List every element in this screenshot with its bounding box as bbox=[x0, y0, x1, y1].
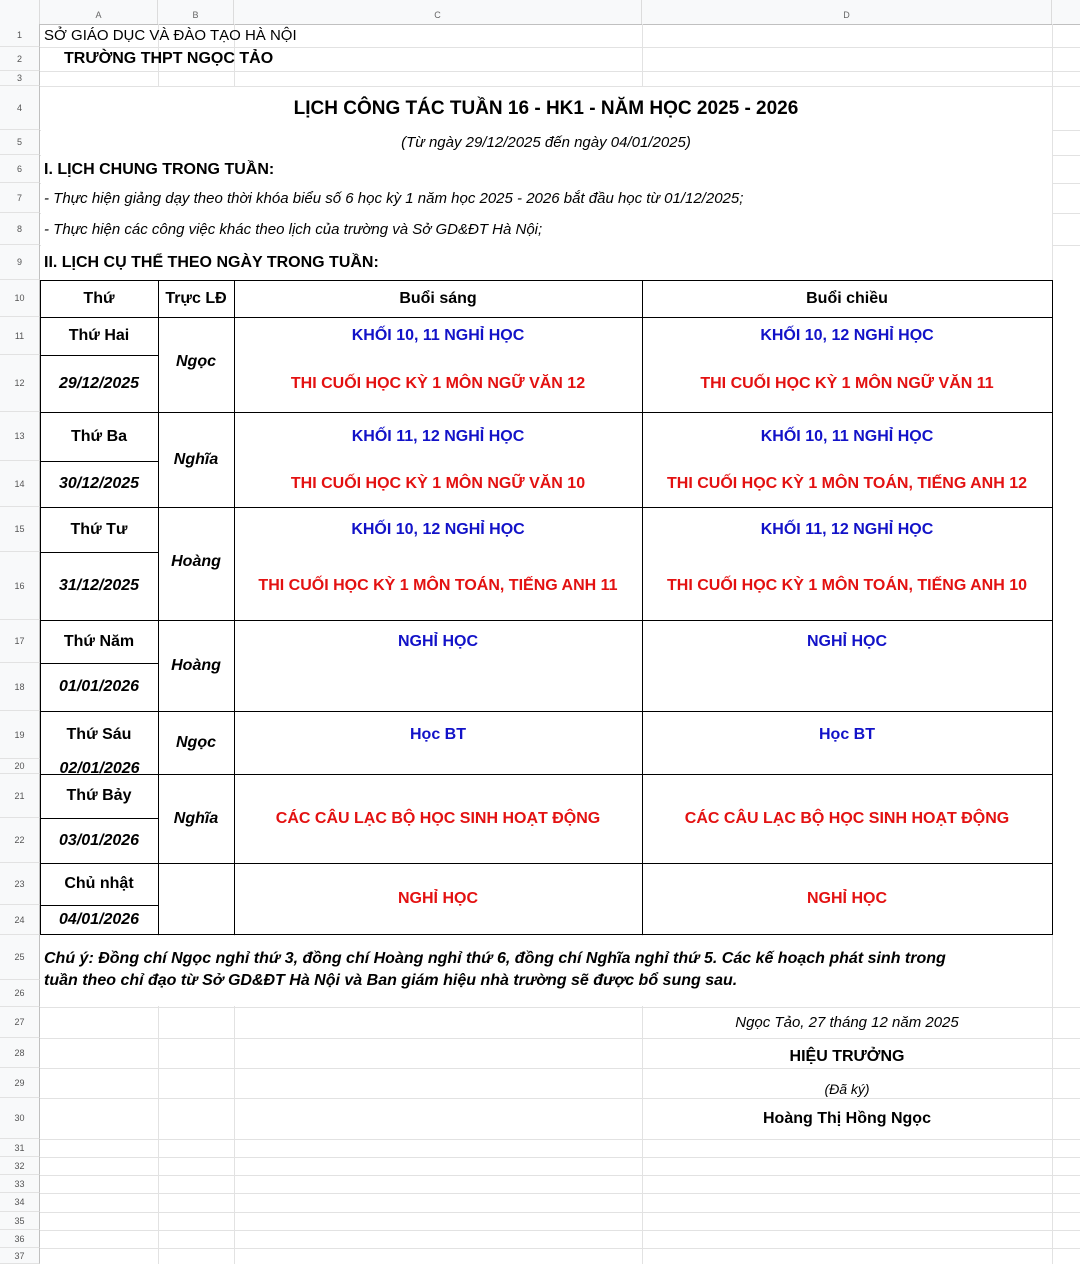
gridline bbox=[40, 71, 1080, 72]
note-line-2: tuần theo chỉ đạo từ Sở GD&ĐT Hà Nội và Ban giám hiệu nhà trường sẽ được bổ sung sau. bbox=[44, 972, 738, 989]
row-header[interactable]: 34 bbox=[0, 1193, 40, 1212]
gridline bbox=[40, 1212, 1080, 1213]
page-title: LỊCH CÔNG TÁC TUẦN 16 - HK1 - NĂM HỌC 2025 - 2026 bbox=[293, 98, 799, 119]
gridline bbox=[40, 1230, 1080, 1231]
morning-schedule: NGHỈ HỌC bbox=[398, 632, 478, 650]
column-header-c[interactable]: C bbox=[234, 0, 642, 24]
row-header[interactable]: 16 bbox=[0, 552, 40, 620]
day-date: 04/01/2026 bbox=[58, 910, 140, 928]
gridline bbox=[40, 1193, 1080, 1194]
row-header[interactable]: 37 bbox=[0, 1248, 40, 1264]
duty-leader: Ngọc bbox=[176, 733, 216, 751]
row-header[interactable]: 10 bbox=[0, 280, 40, 317]
morning-schedule: Học BT bbox=[410, 726, 466, 743]
morning-exam: THI CUỐI HỌC KỲ 1 MÔN TOÁN, TIẾNG ANH 11 bbox=[258, 577, 618, 594]
signature-role: HIỆU TRƯỞNG bbox=[789, 1048, 905, 1065]
row-header[interactable]: 33 bbox=[0, 1175, 40, 1193]
row-header[interactable]: 11 bbox=[0, 317, 40, 355]
day-name: Thứ Tư bbox=[70, 520, 128, 538]
row-header[interactable]: 21 bbox=[0, 774, 40, 818]
row-header[interactable]: 12 bbox=[0, 355, 40, 412]
row-header[interactable]: 15 bbox=[0, 507, 40, 552]
row-header[interactable]: 6 bbox=[0, 155, 40, 183]
afternoon-exam: THI CUỐI HỌC KỲ 1 MÔN TOÁN, TIẾNG ANH 12 bbox=[666, 475, 1028, 492]
school-name: TRƯỜNG THPT NGỌC TẢO bbox=[64, 50, 274, 67]
day-date-clip bbox=[41, 759, 158, 774]
afternoon-schedule: NGHỈ HỌC bbox=[807, 889, 887, 907]
row-header[interactable]: 28 bbox=[0, 1038, 40, 1068]
row-header[interactable]: 23 bbox=[0, 863, 40, 905]
select-all-corner[interactable] bbox=[0, 0, 40, 24]
table-border bbox=[40, 934, 1053, 935]
duty-leader: Ngọc bbox=[176, 352, 216, 370]
afternoon-exam: THI CUỐI HỌC KỲ 1 MÔN TOÁN, TIẾNG ANH 10 bbox=[666, 577, 1028, 594]
general-heading: I. LỊCH CHUNG TRONG TUẦN: bbox=[44, 161, 275, 178]
day-date: 30/12/2025 bbox=[58, 475, 140, 492]
row-header[interactable]: 29 bbox=[0, 1068, 40, 1098]
day-name: Thứ Bảy bbox=[66, 787, 132, 804]
row-header[interactable]: 30 bbox=[0, 1098, 40, 1139]
morning-exam: THI CUỐI HỌC KỲ 1 MÔN NGỮ VĂN 12 bbox=[290, 374, 586, 392]
row-header[interactable]: 1 bbox=[0, 24, 40, 47]
column-header-bar bbox=[0, 0, 1080, 25]
morning-schedule: CÁC CÂU LẠC BỘ HỌC SINH HOẠT ĐỘNG bbox=[275, 809, 601, 827]
day-name: Thứ Ba bbox=[70, 427, 128, 445]
gridline bbox=[40, 1248, 1080, 1249]
column-header-b[interactable]: B bbox=[158, 0, 234, 24]
afternoon-schedule: Học BT bbox=[819, 726, 875, 743]
day-date: 29/12/2025 bbox=[58, 374, 140, 392]
afternoon-schedule: KHỐI 10, 12 NGHỈ HỌC bbox=[760, 327, 934, 344]
general-line-2: - Thực hiện các công việc khác theo lịch của trường và Sở GD&ĐT Hà Nội; bbox=[44, 220, 543, 238]
gridline bbox=[40, 1157, 1080, 1158]
column-header-e[interactable] bbox=[1052, 0, 1080, 24]
table-border bbox=[1052, 280, 1053, 935]
col-header-duty: Trực LĐ bbox=[165, 289, 227, 307]
afternoon-schedule: CÁC CÂU LẠC BỘ HỌC SINH HOẠT ĐỘNG bbox=[684, 809, 1010, 827]
morning-schedule: KHỐI 10, 12 NGHỈ HỌC bbox=[351, 520, 525, 538]
morning-schedule: NGHỈ HỌC bbox=[398, 889, 478, 907]
day-name: Thứ Sáu bbox=[66, 726, 132, 743]
row-header[interactable]: 19 bbox=[0, 711, 40, 759]
signature-place-date: Ngọc Tảo, 27 tháng 12 năm 2025 bbox=[735, 1014, 959, 1031]
day-name: Thứ Năm bbox=[63, 632, 135, 650]
row-header[interactable]: 7 bbox=[0, 183, 40, 213]
morning-schedule: KHỐI 10, 11 NGHỈ HỌC bbox=[351, 327, 525, 344]
afternoon-schedule: KHỐI 10, 11 NGHỈ HỌC bbox=[760, 427, 934, 445]
gridline bbox=[40, 1139, 1080, 1140]
col-header-morning: Buổi sáng bbox=[399, 289, 477, 307]
row-header[interactable]: 8 bbox=[0, 213, 40, 245]
row-header[interactable]: 24 bbox=[0, 905, 40, 935]
row-header[interactable]: 22 bbox=[0, 818, 40, 863]
department-name: SỞ GIÁO DỤC VÀ ĐÀO TẠO HÀ NỘI bbox=[44, 27, 297, 44]
row-header[interactable]: 36 bbox=[0, 1230, 40, 1248]
row-header[interactable]: 20 bbox=[0, 759, 40, 774]
column-header-a[interactable]: A bbox=[40, 0, 158, 24]
gridline bbox=[40, 1175, 1080, 1176]
morning-exam: THI CUỐI HỌC KỲ 1 MÔN NGỮ VĂN 10 bbox=[290, 475, 586, 492]
day-date: 01/01/2026 bbox=[58, 678, 140, 695]
duty-leader: Nghĩa bbox=[173, 450, 219, 468]
row-header[interactable]: 25 bbox=[0, 935, 40, 980]
col-header-day: Thứ bbox=[83, 289, 115, 307]
row-header[interactable]: 13 bbox=[0, 412, 40, 461]
note-line-1: Chú ý: Đồng chí Ngọc nghỉ thứ 3, đồng chí Hoàng nghỉ thứ 6, đồng chí Nghĩa nghỉ thứ 5. Các kế hoạch phát sinh trong bbox=[44, 950, 946, 967]
row-header[interactable]: 18 bbox=[0, 663, 40, 711]
row-header[interactable]: 32 bbox=[0, 1157, 40, 1175]
gridline bbox=[40, 1038, 1080, 1039]
duty-leader: Hoàng bbox=[171, 552, 221, 570]
day-name: Thứ Hai bbox=[68, 327, 130, 344]
duty-leader: Hoàng bbox=[171, 656, 221, 674]
column-header-d[interactable]: D bbox=[642, 0, 1052, 24]
day-date: 31/12/2025 bbox=[58, 577, 140, 594]
afternoon-schedule: KHỐI 11, 12 NGHỈ HỌC bbox=[760, 520, 934, 538]
duty-leader: Nghĩa bbox=[173, 809, 219, 827]
col-header-afternoon: Buổi chiều bbox=[806, 289, 888, 307]
day-date: 03/01/2026 bbox=[58, 831, 140, 849]
general-line-1: - Thực hiện giảng dạy theo thời khóa biểu số 6 học kỳ 1 năm học 2025 - 2026 bắt đầu học từ 01/12/2025; bbox=[44, 189, 744, 207]
row-header[interactable]: 4 bbox=[0, 86, 40, 130]
row-header[interactable]: 14 bbox=[0, 461, 40, 507]
row-header[interactable]: 27 bbox=[0, 1007, 40, 1038]
detail-heading: II. LỊCH CỤ THỂ THEO NGÀY TRONG TUẦN: bbox=[44, 253, 379, 271]
signature-name: Hoàng Thị Hồng Ngọc bbox=[763, 1110, 931, 1127]
row-header[interactable]: 35 bbox=[0, 1212, 40, 1230]
day-name: Chủ nhật bbox=[64, 875, 134, 892]
row-header[interactable]: 5 bbox=[0, 130, 40, 155]
row-header[interactable]: 2 bbox=[0, 47, 40, 71]
signature-status: (Đã ký) bbox=[824, 1081, 870, 1097]
row-header[interactable]: 9 bbox=[0, 245, 40, 280]
date-range: (Từ ngày 29/12/2025 đến ngày 04/01/2025) bbox=[401, 134, 691, 151]
day-date: 02/01/2026 bbox=[59, 760, 140, 774]
row-header[interactable]: 26 bbox=[0, 980, 40, 1007]
row-header[interactable]: 17 bbox=[0, 620, 40, 663]
afternoon-schedule: NGHỈ HỌC bbox=[807, 632, 887, 650]
row-header[interactable]: 3 bbox=[0, 71, 40, 86]
duty-leader bbox=[158, 863, 234, 934]
morning-schedule: KHỐI 11, 12 NGHỈ HỌC bbox=[351, 427, 525, 445]
afternoon-exam: THI CUỐI HỌC KỲ 1 MÔN NGỮ VĂN 11 bbox=[700, 374, 994, 392]
row-header[interactable]: 31 bbox=[0, 1139, 40, 1157]
